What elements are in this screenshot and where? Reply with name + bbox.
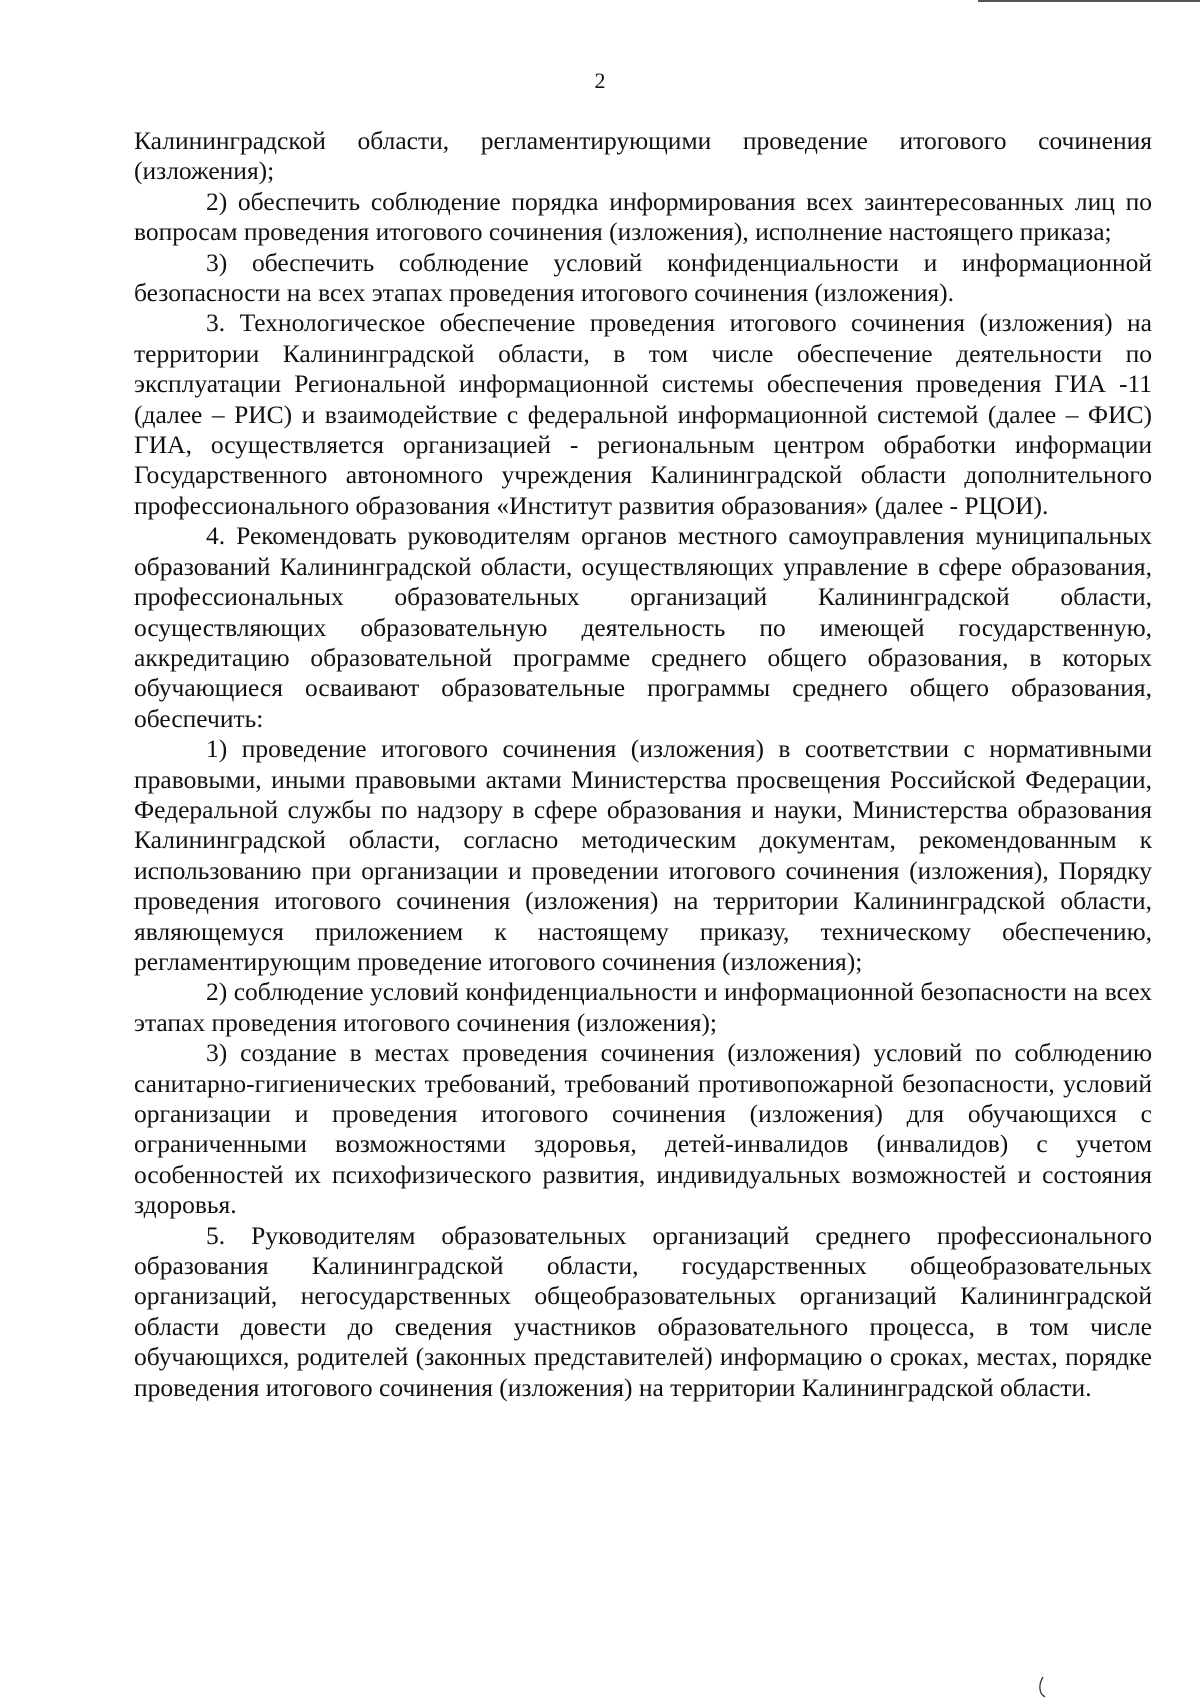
handwritten-mark-icon: [1038, 1676, 1046, 1698]
scan-edge-line: [978, 0, 1200, 2]
document-body: [134, 126, 1152, 1403]
paragraph-item-4-3: 3) создание в местах проведения сочинения (изложения) условий по соблюдению санитарно-гигиенических требований, требований противопожарной безопасности, условий организации и проведения итогового сочинения (изложения) для обучающихся с ограниченными возможностями здоровья, детей-инвалидов (инвалидов) с учетом особенностей их психофизического развития, индивидуальных возможностей и состояния здоровья.: [134, 1038, 1152, 1220]
paragraph-continuation: Калининградской области, регламентирующими проведение итогового сочинения (изложения);: [134, 126, 1152, 186]
paragraph-item-2-2: 2) обеспечить соблюдение порядка информирования всех заинтересованных лиц по вопросам проведения итогового сочинения (изложения), исполнение настоящего приказа;: [134, 186, 1152, 247]
paragraph-section-4: 4. Рекомендовать руководителям органов местного самоуправления муниципальных образований Калининградской области, осуществляющих управление в сфере образования, профессиональных образовательных организаций Калининградской области, осуществляющих образовательную деятельность по имеющей государственную, аккредитацию образовательной программе среднего общего образования, в которых обучающиеся осваивают образовательные программы среднего общего образования, обеспечить:: [134, 521, 1152, 733]
paragraph-item-4-1: 1) проведение итогового сочинения (изложения) в соответствии с нормативными правовыми, иными правовыми актами Министерства просвещения Российской Федерации, Федеральной службы по надзору в сфере образования и науки, Министерства образования Калининградской области, согласно методическим документам, рекомендованным к использованию при организации и проведении итогового сочинения (изложения), Порядку проведения итогового сочинения (изложения) на территории Калининградской области, являющемуся приложением к настоящему приказу, техническому обеспечению, регламентирующим проведение итогового сочинения (изложения);: [134, 734, 1152, 976]
page-number: 2: [594, 68, 606, 93]
paragraph-section-3: 3. Технологическое обеспечение проведения итогового сочинения (изложения) на территории Калининградской области, в том числе обеспечение деятельности по эксплуатации Региональной информационной системы обеспечения проведения ГИА -11 (далее – РИС) и взаимодействие с федеральной информационной системой (далее – ФИС) ГИА, осуществляется организацией - региональным центром обработки информации Государственного автономного учреждения Калининградской области дополнительного профессионального образования «Институт развития образования» (далее - РЦОИ).: [134, 308, 1152, 520]
paragraph-item-2-3: 3) обеспечить соблюдение условий конфиденциальности и информационной безопасности на всех этапах проведения итогового сочинения (изложения).: [134, 247, 1152, 308]
paragraph-item-4-2: 2) соблюдение условий конфиденциальности и информационной безопасности на всех этапах проведения итогового сочинения (изложения);: [134, 977, 1152, 1037]
paragraph-section-5: 5. Руководителям образовательных организаций среднего профессионального образования Калининградской области, государственных общеобразовательных организаций, негосударственных общеобразовательных организаций Калининградской области довести до сведения участников образовательного процесса, в том числе обучающихся, родителей (законных представителей) информацию о сроках, местах, порядке проведения итогового сочинения (изложения) на территории Калининградской области.: [134, 1220, 1152, 1402]
